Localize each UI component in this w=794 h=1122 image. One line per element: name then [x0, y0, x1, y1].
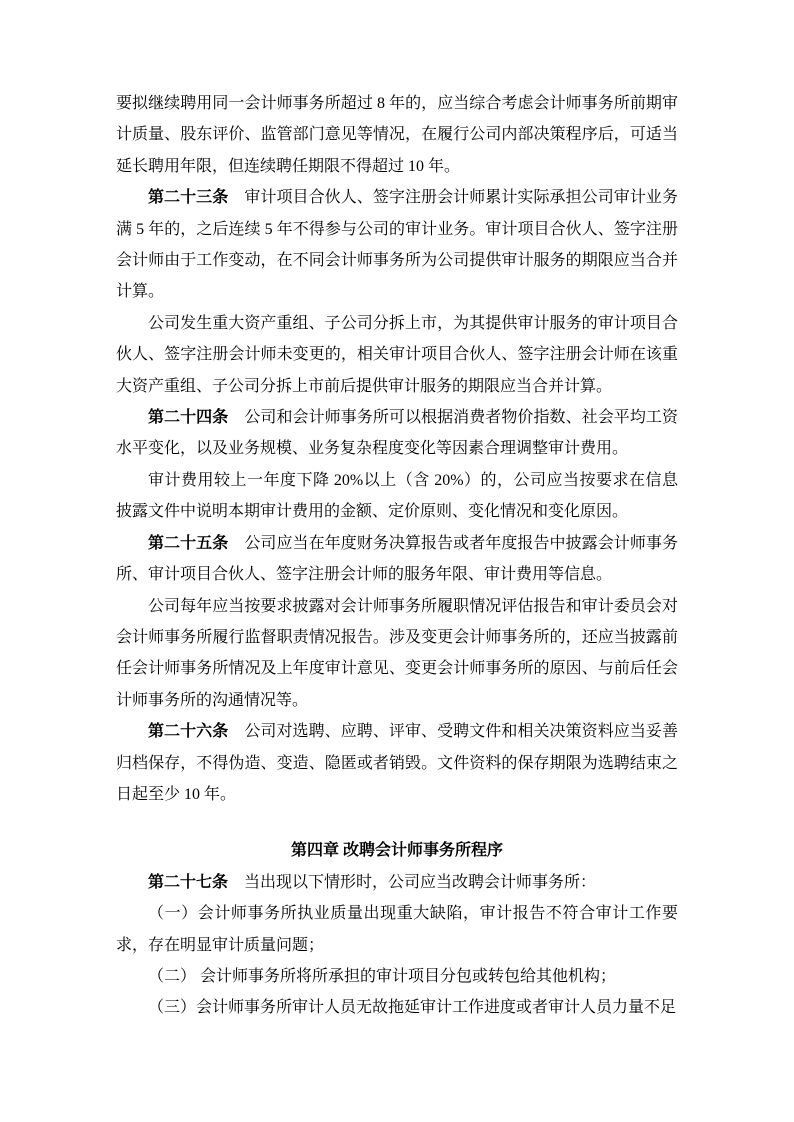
text-run: （一）会计师事务所执业质量出现重大缺陷，审计报告不符合审计工作要求，存在明显审计质量问题； [116, 905, 678, 954]
document-body [116, 88, 678, 1024]
text-run: 公司发生重大资产重组、子公司分拆上市，为其提供审计服务的审计项目合伙人、签字注册会计师未变更的，相关审计项目合伙人、签字注册会计师在该重大资产重组、子公司分拆上市前后提供审计服务的期限应当合并计算。 [116, 314, 678, 395]
bold-run: 第二十四条 [148, 409, 229, 427]
text-run: 公司和会计师事务所可以根据消费者物价指数、社会平均工资水平变化，以及业务规模、业务复杂程度变化等因素合理调整审计费用。 [116, 409, 678, 458]
text-run: 审计项目合伙人、签字注册会计师累计实际承担公司审计业务满 5 年的，之后连续 5 年不得参与公司的审计业务。审计项目合伙人、签字注册会计师由于工作变动，在不同会计师事务所为公司提供审计服务的期限应当合并计算。 [116, 189, 678, 301]
bold-run: 第二十五条 [148, 534, 229, 552]
para-restructuring-merge-calc [116, 308, 678, 402]
bold-run: 第二十六条 [148, 723, 229, 741]
text-run: 公司应当在年度财务决算报告或者年度报告中披露会计师事务所、审计项目合伙人、签字注册会计师的服务年限、审计费用等信息。 [116, 534, 678, 584]
article-24 [116, 402, 678, 465]
bold-run: 第二十三条 [148, 189, 229, 207]
item-2 [116, 961, 678, 992]
para-continuation [116, 88, 678, 182]
para-annual-disclosure [116, 591, 678, 717]
text-run: （三）会计师事务所审计人员无故拖延审计工作进度或者审计人员力量不足 [148, 999, 677, 1017]
text-run: 公司每年应当按要求披露对会计师事务所履职情况评估报告和审计委员会对会计师事务所履行监督职责情况报告。涉及变更会计师事务所的，还应当披露前任会计师事务所情况及上年度审计意见、变更会计师事务所的原因、与前后任会计师事务所的沟通情况等。 [116, 597, 678, 709]
chapter-4-heading [116, 835, 678, 866]
para-audit-fee-decline [116, 465, 678, 528]
text-run: 当出现以下情形时，公司应当改聘会计师事务所： [228, 873, 597, 891]
text-run: （二） 会计师事务所将所承担的审计项目分包或转包给其他机构； [148, 967, 617, 985]
article-27 [116, 867, 678, 898]
article-26 [116, 716, 678, 810]
item-1 [116, 898, 678, 961]
article-25 [116, 528, 678, 591]
article-23 [116, 182, 678, 308]
text-run: 公司对选聘、应聘、评审、受聘文件和相关决策资料应当妥善归档保存，不得伪造、变造、隐匿或者销毁。文件资料的保存期限为选聘结束之日起至少 10 年。 [116, 723, 678, 803]
bold-run: 第二十七条 [148, 873, 229, 891]
bold-run: 第四章 改聘会计师事务所程序 [290, 842, 503, 860]
text-run: 审计费用较上一年度下降 20%以上（含 20%）的，公司应当按要求在信息披露文件中说明本期审计费用的金额、定价原则、变化情况和变化原因。 [116, 471, 678, 521]
item-3 [116, 992, 678, 1023]
text-run: 要拟继续聘用同一会计师事务所超过 8 年的，应当综合考虑会计师事务所前期审计质量、股东评价、监管部门意见等情况，在履行公司内部决策程序后，可适当延长聘用年限，但连续聘任期限不得超过 10 年。 [116, 95, 678, 175]
